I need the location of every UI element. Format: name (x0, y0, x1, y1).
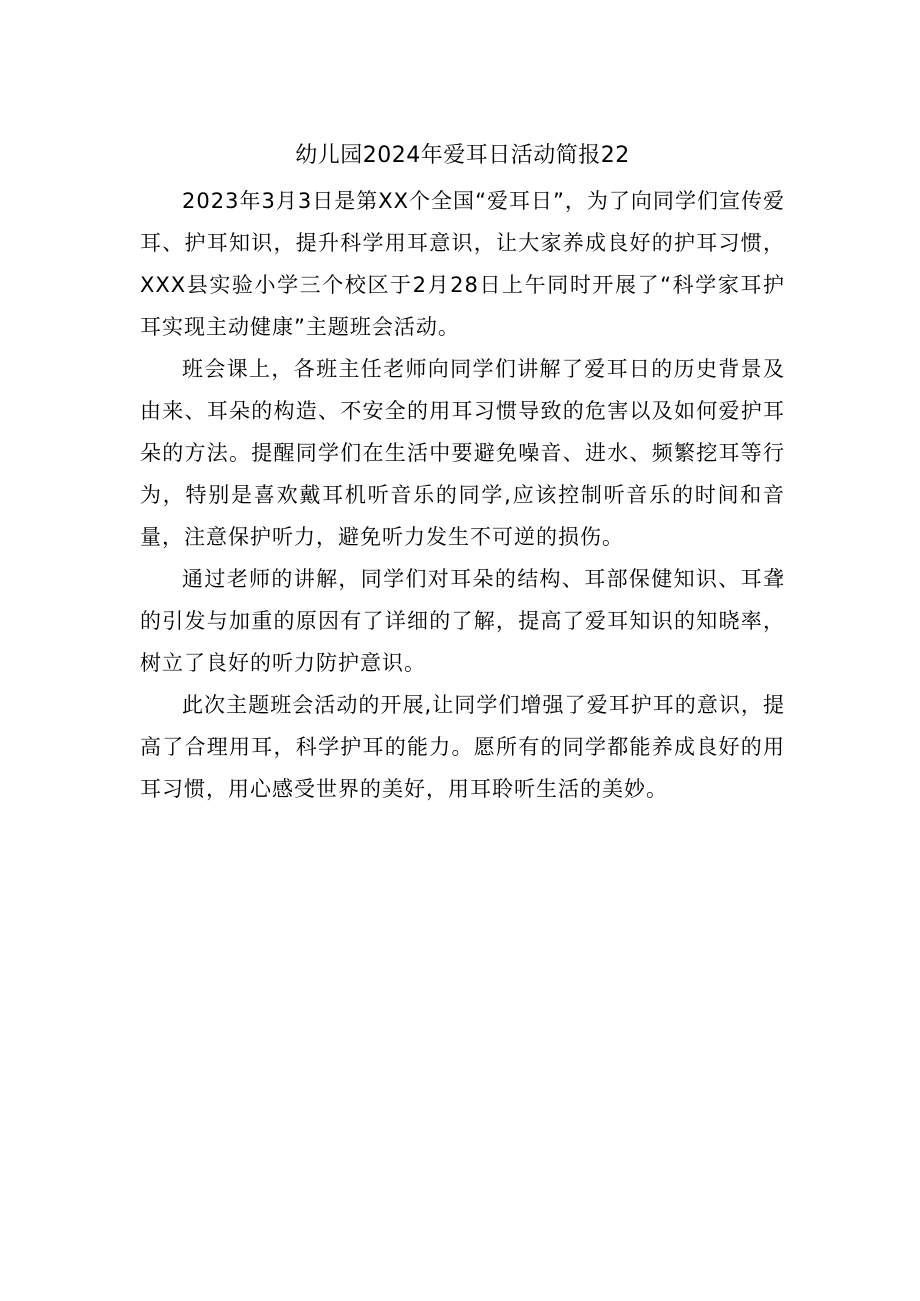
paragraph-3: 通过老师的讲解，同学们对耳朵的结构、耳部保健知识、耳聋的引发与加重的原因有了详细的了解，提高了爱耳知识的知晓率，树立了良好的听力防护意识。 (140, 567, 785, 675)
paragraph-4: 此次主题班会活动的开展,让同学们增强了爱耳护耳的意识，提高了合理用耳，科学护耳的能力。愿所有的同学都能养成良好的用耳习惯，用心感受世界的美好，用耳聆听生活的美妙。 (140, 693, 785, 801)
paragraph-2: 班会课上，各班主任老师向同学们讲解了爱耳日的历史背景及由来、耳朵的构造、不安全的用耳习惯导致的危害以及如何爱护耳朵的方法。提醒同学们在生活中要避免噪音、进水、频繁挖耳等行为，特别是喜欢戴耳机听音乐的同学,应该控制听音乐的时间和音量，注意保护听力，避免听力发生不可逆的损伤。 (140, 357, 785, 549)
document-title: 幼儿园2024年爱耳日活动简报22 (295, 143, 630, 168)
paragraph-1: 2023年3月3日是第XX个全国“爱耳日”，为了向同学们宣传爱耳、护耳知识，提升科学用耳意识，让大家养成良好的护耳习惯，XXX县实验小学三个校区于2月28日上午同时开展了“科学家耳护耳实现主动健康”主题班会活动。 (140, 189, 785, 339)
document-body (140, 138, 785, 810)
